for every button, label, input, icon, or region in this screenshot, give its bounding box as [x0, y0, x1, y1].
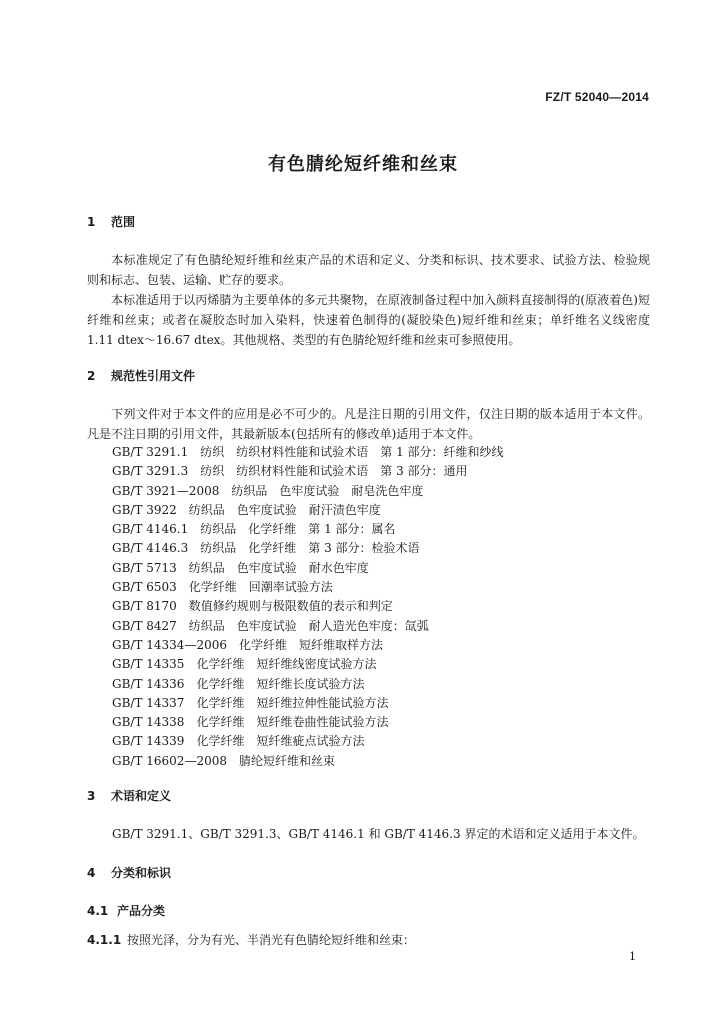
reference-item: GB/T 5713 纺织品 色牢度试验 耐水色牢度 [112, 560, 369, 575]
section-2-title: 规范性引用文件 [111, 369, 196, 383]
section-3-title: 术语和定义 [111, 789, 172, 803]
reference-item: GB/T 3921—2008 纺织品 色牢度试验 耐皂洗色牢度 [112, 483, 424, 498]
section-2-heading [87, 367, 195, 384]
reference-item: GB/T 14338 化学纤维 短纤维卷曲性能试验方法 [112, 715, 389, 730]
reference-item: GB/T 3291.1 纺织 纺织材料性能和试验术语 第 1 部分：纤维和纱线 [112, 445, 504, 459]
reference-item: GB/T 4146.1 纺织品 化学纤维 第 1 部分：属名 [112, 522, 396, 537]
section-1-number: 1 [87, 215, 96, 229]
section-1-paragraph-1 [87, 250, 650, 290]
section-3-number: 3 [87, 789, 96, 803]
reference-item: GB/T 8170 数值修约规则与极限数值的表示和判定 [112, 599, 393, 614]
reference-item: GB/T 4146.3 纺织品 化学纤维 第 3 部分：检验术语 [112, 541, 420, 556]
subsection-4-1-1 [87, 931, 415, 948]
reference-item: GB/T 14335 化学纤维 短纤维线密度试验方法 [112, 657, 377, 672]
standard-code: FZ/T 52040—2014 [545, 90, 649, 104]
section-1-paragraph-2-text: 本标准适用于以丙烯腈为主要单体的多元共聚物，在原液制备过程中加入颜料直接制得的(原液着色)短纤维和丝束；或者在凝胶态时加入染料，快速着色制得的(凝胶染色)短纤维和丝束；单纤维名义线密度 1.11 dtex～16.67 dtex。其他规格、类型的有色腈纶短纤维和丝束可参照使用。 [87, 293, 650, 347]
reference-item: GB/T 14337 化学纤维 短纤维拉伸性能试验方法 [112, 695, 389, 710]
subsection-4-1-number: 4.1 [87, 904, 109, 918]
document-title: 有色腈纶短纤维和丝束 [268, 154, 458, 175]
section-3-heading [87, 787, 171, 804]
reference-item: GB/T 14336 化学纤维 短纤维长度试验方法 [112, 676, 365, 691]
reference-item: GB/T 14339 化学纤维 短纤维疵点试验方法 [112, 734, 365, 749]
section-2-intro-text: 下列文件对于本文件的应用是必不可少的。凡是注日期的引用文件，仅注日期的版本适用于本文件。凡是不注日期的引用文件，其最新版本(包括所有的修改单)适用于本文件。 [87, 407, 650, 441]
section-2-number: 2 [87, 369, 96, 383]
section-3-paragraph: GB/T 3291.1、GB/T 3291.3、GB/T 4146.1 和 GB/T 4146.3 界定的术语和定义适用于本文件。 [112, 827, 645, 841]
subsection-4-1-title: 产品分类 [117, 904, 166, 918]
section-4-number: 4 [87, 866, 96, 880]
reference-item: GB/T 3291.3 纺织 纺织材料性能和试验术语 第 3 部分：通用 [112, 464, 468, 479]
reference-item: GB/T 14334—2006 化学纤维 短纤维取样方法 [112, 637, 383, 652]
section-2-intro [87, 404, 650, 444]
section-1-title: 范围 [111, 215, 136, 229]
reference-item: GB/T 8427 纺织品 色牢度试验 耐人造光色牢度：氙弧 [112, 618, 429, 633]
section-1-paragraph-1-text: 本标准规定了有色腈纶短纤维和丝束产品的术语和定义、分类和标识、技术要求、试验方法、检验规则和标志、包装、运输、贮存的要求。 [87, 253, 650, 287]
section-4-title: 分类和标识 [111, 866, 172, 880]
subsection-4-1-1-text: 按照光泽，分为有光、半消光有色腈纶短纤维和丝束： [127, 933, 416, 947]
reference-item: GB/T 16602—2008 腈纶短纤维和丝束 [112, 753, 335, 768]
subsection-4-1-1-number: 4.1.1 [87, 933, 122, 947]
reference-item: GB/T 3922 纺织品 色牢度试验 耐汗渍色牢度 [112, 502, 381, 517]
reference-item: GB/T 6503 化学纤维 回潮率试验方法 [112, 580, 333, 595]
page-number: 1 [629, 950, 636, 963]
section-1-heading [87, 213, 135, 230]
reference-list [112, 443, 652, 771]
section-4-heading [87, 864, 171, 881]
subsection-4-1-heading [87, 902, 165, 919]
section-1-paragraph-2 [87, 290, 650, 350]
